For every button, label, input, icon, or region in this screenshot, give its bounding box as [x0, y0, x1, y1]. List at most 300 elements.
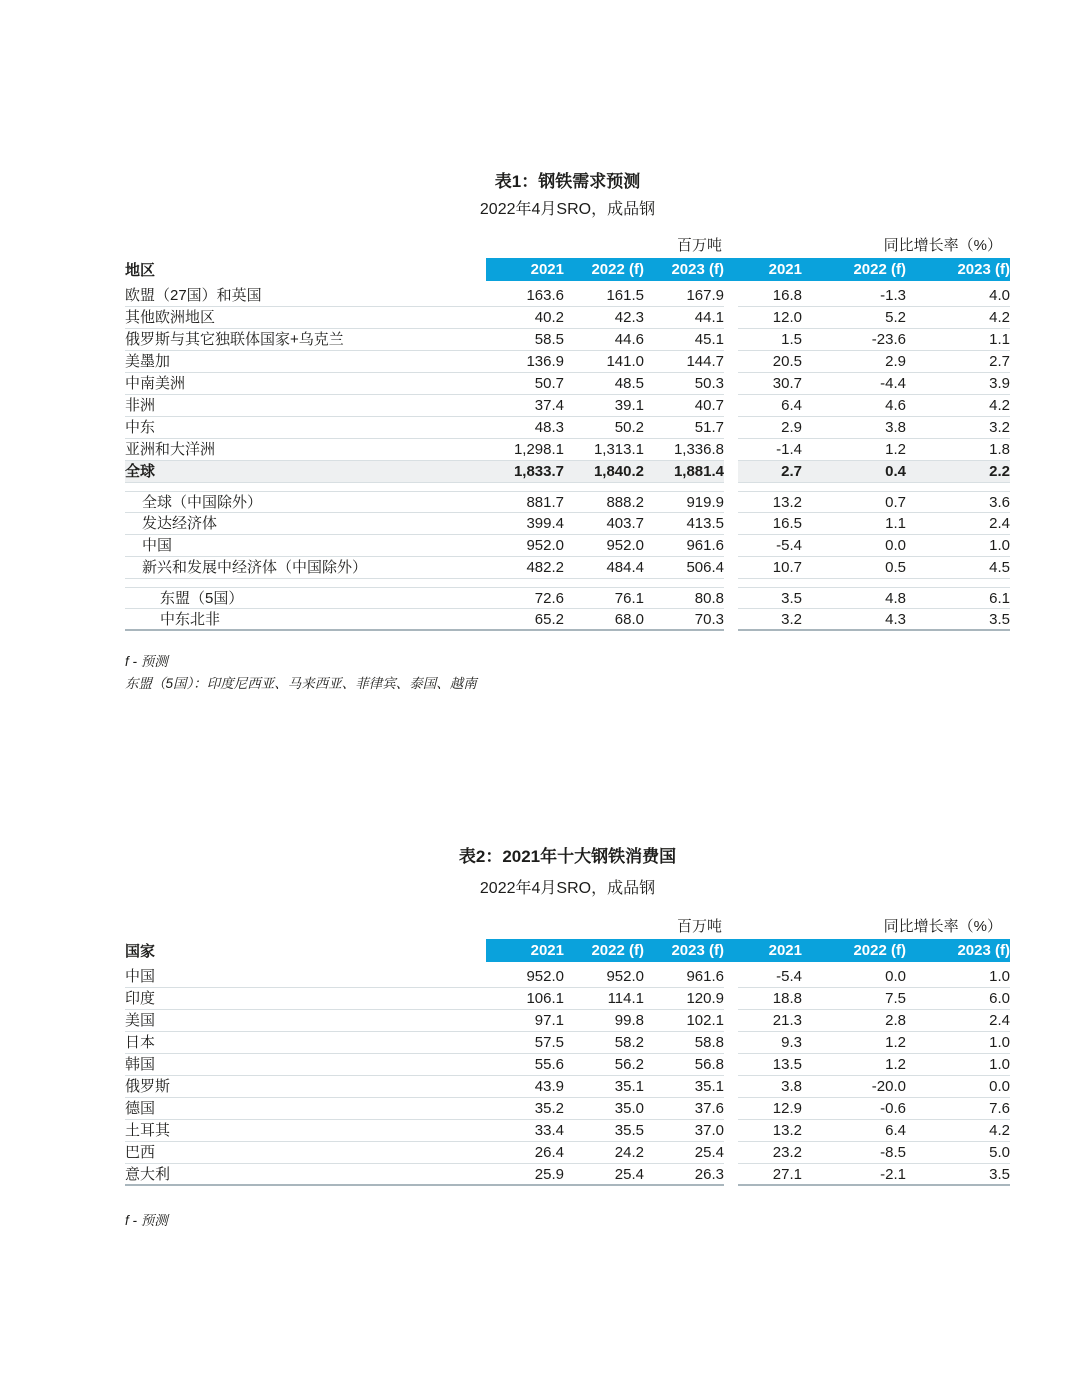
- row-label: 印度: [125, 990, 156, 1007]
- value-cell: 413.5: [686, 515, 724, 532]
- value-cell: 106.1: [526, 990, 564, 1007]
- value-cell: 35.1: [694, 1078, 724, 1095]
- row-group-gap: [724, 535, 738, 557]
- row-left-segment: [125, 351, 724, 373]
- value-cell: 50.2: [614, 419, 644, 436]
- table-row: [125, 1032, 1010, 1054]
- value-cell: 141.0: [606, 353, 644, 370]
- value-cell: 13.2: [772, 1122, 802, 1139]
- value-cell: 56.2: [614, 1056, 644, 1073]
- footnote: f - 预测: [125, 654, 168, 669]
- value-cell: 48.5: [614, 375, 644, 392]
- column-header: 2021: [768, 942, 802, 959]
- value-cell: 45.1: [694, 331, 724, 348]
- value-cell: 4.8: [885, 590, 906, 607]
- row-left-segment: [125, 1032, 724, 1054]
- value-cell: 102.1: [686, 1012, 724, 1029]
- value-cell: 55.6: [534, 1056, 564, 1073]
- row-group-gap: [724, 1098, 738, 1120]
- value-cell: 4.3: [885, 611, 906, 628]
- value-cell: 35.1: [614, 1078, 644, 1095]
- value-cell: -2.1: [880, 1166, 906, 1183]
- unit-group-label: 百万吨: [676, 918, 722, 935]
- row-label: 俄罗斯与其它独联体国家+乌克兰: [125, 331, 344, 348]
- value-cell: 2.9: [781, 419, 802, 436]
- value-cell: 1.0: [989, 537, 1010, 554]
- table-header-row: [125, 939, 1010, 962]
- value-cell: 0.5: [885, 559, 906, 576]
- row-left-segment: [125, 1010, 724, 1032]
- row-group-gap: [724, 609, 738, 631]
- row-group-gap: [724, 966, 738, 988]
- row-right-segment: [738, 461, 1010, 483]
- value-cell: -1.4: [776, 441, 802, 458]
- value-cell: 2.2: [989, 463, 1010, 480]
- value-cell: 5.2: [885, 309, 906, 326]
- table-row: [125, 491, 1010, 513]
- value-cell: 482.2: [526, 559, 564, 576]
- year-header-band: [486, 258, 1010, 281]
- row-group-gap: [724, 1164, 738, 1186]
- row-group-gap: [724, 988, 738, 1010]
- growth-group-label: 同比增长率（%）: [883, 918, 1002, 935]
- table-row: [125, 461, 1010, 483]
- value-cell: 2.4: [989, 1012, 1010, 1029]
- value-cell: 4.0: [989, 287, 1010, 304]
- table2-subtitle: 2022年4月SRO，成品钢: [479, 880, 656, 897]
- value-cell: 961.6: [686, 968, 724, 985]
- value-cell: 961.6: [686, 537, 724, 554]
- value-cell: 99.8: [614, 1012, 644, 1029]
- value-cell: 80.8: [694, 590, 724, 607]
- row-label: 德国: [125, 1100, 156, 1117]
- value-cell: 10.7: [772, 559, 802, 576]
- table1-subtitle: 2022年4月SRO，成品钢: [479, 201, 656, 218]
- row-label: 中东: [125, 419, 156, 436]
- value-cell: 4.6: [885, 397, 906, 414]
- row-left-segment: [125, 395, 724, 417]
- row-label: 土耳其: [125, 1122, 171, 1139]
- value-cell: 2.7: [781, 463, 802, 480]
- row-group-gap: [724, 513, 738, 535]
- row-label: 美国: [125, 1012, 156, 1029]
- value-cell: 114.1: [607, 990, 644, 1007]
- row-right-segment: [738, 609, 1010, 631]
- row-group-gap: [724, 1010, 738, 1032]
- row-group-gap: [724, 1120, 738, 1142]
- row-group-gap: [724, 1076, 738, 1098]
- row-left-segment: [125, 587, 724, 609]
- row-right-segment: [738, 1054, 1010, 1076]
- row-right-segment: [738, 988, 1010, 1010]
- value-cell: 4.2: [989, 1122, 1010, 1139]
- value-cell: 58.8: [694, 1034, 724, 1051]
- row-label: 中国: [125, 968, 156, 985]
- value-cell: 4.2: [989, 397, 1010, 414]
- header-group-gap: [724, 939, 738, 962]
- column-header: 2021: [768, 261, 802, 278]
- value-cell: 27.1: [772, 1166, 802, 1183]
- value-cell: 23.2: [772, 1144, 802, 1161]
- table-row: [125, 587, 1010, 609]
- value-cell: 6.4: [885, 1122, 906, 1139]
- row-left-segment: [125, 373, 724, 395]
- value-cell: 42.3: [614, 309, 644, 326]
- value-cell: 888.2: [606, 494, 644, 511]
- row-label: 俄罗斯: [125, 1078, 171, 1095]
- row-label: 意大利: [125, 1166, 171, 1183]
- row-right-segment: [738, 417, 1010, 439]
- row-right-segment: [738, 513, 1010, 535]
- value-cell: 50.7: [534, 375, 564, 392]
- row-right-segment: [738, 351, 1010, 373]
- row-group-gap: [724, 395, 738, 417]
- row-left-segment: [125, 461, 724, 483]
- value-cell: 65.2: [534, 611, 564, 628]
- row-left-segment: [125, 307, 724, 329]
- value-cell: 506.4: [686, 559, 724, 576]
- row-left-segment: [125, 1098, 724, 1120]
- value-cell: 0.0: [885, 537, 906, 554]
- table1-title: 表1：钢铁需求预测: [494, 172, 641, 191]
- row-right-segment: [738, 373, 1010, 395]
- row-group-gap: [724, 351, 738, 373]
- row-label: 全球（中国除外）: [142, 494, 263, 511]
- row-right-segment: [738, 557, 1010, 579]
- table-row: [125, 557, 1010, 579]
- value-cell: -5.4: [776, 537, 802, 554]
- row-group-gap: [724, 1032, 738, 1054]
- value-cell: 3.8: [885, 419, 906, 436]
- row-right-segment: [738, 1098, 1010, 1120]
- row-group-gap: [724, 439, 738, 461]
- value-cell: 120.9: [686, 990, 724, 1007]
- row-group-gap: [724, 285, 738, 307]
- value-cell: 144.7: [686, 353, 724, 370]
- block-gap: [125, 579, 1010, 587]
- value-cell: 3.2: [989, 419, 1010, 436]
- row-label: 发达经济体: [142, 515, 218, 532]
- value-cell: 881.7: [526, 494, 564, 511]
- value-cell: 58.2: [614, 1034, 644, 1051]
- column-group-labels: [125, 917, 1010, 937]
- value-cell: 12.0: [772, 309, 802, 326]
- value-cell: 72.6: [534, 590, 564, 607]
- row-left-segment: [125, 513, 724, 535]
- value-cell: 952.0: [526, 537, 564, 554]
- column-header: 2023 (f): [671, 942, 724, 959]
- row-label: 巴西: [125, 1144, 156, 1161]
- group-gap: [724, 236, 738, 256]
- table-row: [125, 329, 1010, 351]
- row-left-segment: [125, 535, 724, 557]
- value-cell: 13.5: [772, 1056, 802, 1073]
- value-cell: 0.7: [885, 494, 906, 511]
- value-cell: 403.7: [606, 515, 644, 532]
- table-body: [125, 966, 1010, 1186]
- value-cell: 33.4: [534, 1122, 564, 1139]
- value-cell: 919.9: [686, 494, 724, 511]
- column-header: 2022 (f): [591, 261, 644, 278]
- value-cell: 58.5: [534, 331, 564, 348]
- row-left-segment: [125, 1164, 724, 1186]
- value-cell: 3.9: [989, 375, 1010, 392]
- value-cell: 40.2: [534, 309, 564, 326]
- value-cell: 37.6: [694, 1100, 724, 1117]
- value-cell: 1,881.4: [673, 463, 724, 480]
- value-cell: 1.1: [989, 331, 1010, 348]
- value-cell: 0.4: [885, 463, 906, 480]
- row-right-segment: [738, 439, 1010, 461]
- value-cell: 952.0: [606, 968, 644, 985]
- value-cell: 26.4: [534, 1144, 564, 1161]
- table-row: [125, 307, 1010, 329]
- value-cell: 167.9: [686, 287, 724, 304]
- value-cell: 1.2: [885, 1056, 906, 1073]
- value-cell: 44.6: [614, 331, 644, 348]
- row-right-segment: [738, 285, 1010, 307]
- row-right-segment: [738, 1120, 1010, 1142]
- row-left-segment: [125, 329, 724, 351]
- row-left-segment: [125, 1120, 724, 1142]
- value-cell: -23.6: [871, 331, 906, 348]
- group-gap: [724, 917, 738, 937]
- value-cell: 136.9: [526, 353, 564, 370]
- group-label-spacer: [125, 236, 486, 256]
- row-group-gap: [724, 461, 738, 483]
- column-header: 2021: [530, 942, 564, 959]
- row-group-gap: [724, 587, 738, 609]
- row-left-segment: [125, 285, 724, 307]
- row-right-segment: [738, 1164, 1010, 1186]
- row-right-segment: [738, 1010, 1010, 1032]
- value-cell: 1.1: [885, 515, 906, 532]
- row-dimension-header: 国家: [125, 943, 156, 960]
- value-cell: 5.0: [989, 1144, 1010, 1161]
- value-cell: 0.0: [885, 968, 906, 985]
- value-cell: 25.9: [534, 1166, 564, 1183]
- value-cell: 163.6: [526, 287, 564, 304]
- value-cell: 48.3: [534, 419, 564, 436]
- column-header: 2022 (f): [591, 942, 644, 959]
- value-cell: 25.4: [614, 1166, 644, 1183]
- group-label-spacer: [125, 917, 486, 937]
- row-group-gap: [724, 1142, 738, 1164]
- value-cell: 35.5: [614, 1122, 644, 1139]
- value-cell: 43.9: [534, 1078, 564, 1095]
- row-left-segment: [125, 1054, 724, 1076]
- value-cell: 1.0: [989, 968, 1010, 985]
- row-left-segment: [125, 491, 724, 513]
- table-body: [125, 285, 1010, 631]
- row-group-gap: [724, 329, 738, 351]
- row-right-segment: [738, 329, 1010, 351]
- column-header: 2021: [530, 261, 564, 278]
- column-header: 2022 (f): [853, 942, 906, 959]
- value-cell: 3.5: [989, 1166, 1010, 1183]
- value-cell: 3.2: [781, 611, 802, 628]
- value-cell: 952.0: [606, 537, 644, 554]
- value-cell: 1.2: [885, 441, 906, 458]
- table-row: [125, 439, 1010, 461]
- table-row: [125, 285, 1010, 307]
- row-label: 其他欧洲地区: [125, 309, 216, 326]
- row-group-gap: [724, 307, 738, 329]
- value-cell: 13.2: [772, 494, 802, 511]
- value-cell: 44.1: [694, 309, 724, 326]
- value-cell: 30.7: [772, 375, 802, 392]
- unit-group-label: 百万吨: [676, 237, 722, 254]
- row-group-gap: [724, 557, 738, 579]
- column-header: 2023 (f): [957, 261, 1010, 278]
- value-cell: 2.4: [989, 515, 1010, 532]
- value-cell: -4.4: [880, 375, 906, 392]
- value-cell: 25.4: [694, 1144, 724, 1161]
- table-row: [125, 1098, 1010, 1120]
- value-cell: 1.2: [885, 1034, 906, 1051]
- table-row: [125, 988, 1010, 1010]
- value-cell: -8.5: [880, 1144, 906, 1161]
- value-cell: 3.6: [989, 494, 1010, 511]
- table-header-row: [125, 258, 1010, 281]
- row-right-segment: [738, 587, 1010, 609]
- row-left-segment: [125, 988, 724, 1010]
- row-group-gap: [724, 491, 738, 513]
- value-cell: 6.1: [989, 590, 1010, 607]
- column-header: 2023 (f): [957, 942, 1010, 959]
- value-cell: 1.8: [989, 441, 1010, 458]
- value-cell: 4.2: [989, 309, 1010, 326]
- value-cell: 7.5: [885, 990, 906, 1007]
- value-cell: 161.5: [606, 287, 644, 304]
- table-row: [125, 351, 1010, 373]
- value-cell: 16.5: [772, 515, 802, 532]
- value-cell: 2.9: [885, 353, 906, 370]
- row-label: 非洲: [125, 397, 156, 414]
- value-cell: 35.2: [534, 1100, 564, 1117]
- row-right-segment: [738, 1142, 1010, 1164]
- value-cell: 1,298.1: [513, 441, 564, 458]
- page-content: [125, 0, 1010, 1232]
- row-label: 中南美洲: [125, 375, 186, 392]
- table-row: [125, 609, 1010, 631]
- value-cell: 70.3: [694, 611, 724, 628]
- table-footnotes: [125, 651, 1010, 695]
- row-right-segment: [738, 395, 1010, 417]
- value-cell: 484.4: [606, 559, 644, 576]
- value-cell: 3.5: [989, 611, 1010, 628]
- value-cell: 35.0: [614, 1100, 644, 1117]
- value-cell: 76.1: [614, 590, 644, 607]
- table-row: [125, 1076, 1010, 1098]
- value-cell: 1.5: [781, 331, 802, 348]
- row-label: 中国: [142, 537, 173, 554]
- row-right-segment: [738, 1076, 1010, 1098]
- value-cell: 6.4: [781, 397, 802, 414]
- table-row: [125, 535, 1010, 557]
- value-cell: 399.4: [526, 515, 564, 532]
- table2-title: 表2：2021年十大钢铁消费国: [458, 847, 677, 866]
- value-cell: 1,336.8: [673, 441, 724, 458]
- row-left-segment: [125, 1076, 724, 1098]
- value-cell: 6.0: [989, 990, 1010, 1007]
- value-cell: 1,840.2: [593, 463, 644, 480]
- row-label: 美墨加: [125, 353, 171, 370]
- table-row: [125, 1142, 1010, 1164]
- value-cell: -5.4: [776, 968, 802, 985]
- row-label: 全球: [125, 463, 156, 480]
- value-cell: 2.7: [989, 353, 1010, 370]
- value-cell: 50.3: [694, 375, 724, 392]
- value-cell: 37.4: [534, 397, 564, 414]
- value-cell: 97.1: [534, 1012, 564, 1029]
- value-cell: 51.7: [694, 419, 724, 436]
- value-cell: 1.0: [989, 1056, 1010, 1073]
- value-cell: 21.3: [772, 1012, 802, 1029]
- footnote: 东盟（5国）：印度尼西亚、马来西亚、菲律宾、泰国、越南: [125, 676, 477, 691]
- value-cell: 16.8: [772, 287, 802, 304]
- row-label: 日本: [125, 1034, 156, 1051]
- row-label: 亚洲和大洋洲: [125, 441, 216, 458]
- row-right-segment: [738, 966, 1010, 988]
- value-cell: 1,313.1: [593, 441, 644, 458]
- growth-group-label: 同比增长率（%）: [883, 237, 1002, 254]
- row-left-segment: [125, 1142, 724, 1164]
- table-row: [125, 513, 1010, 535]
- row-right-segment: [738, 307, 1010, 329]
- table-row: [125, 966, 1010, 988]
- value-cell: 4.5: [989, 559, 1010, 576]
- table-row: [125, 1010, 1010, 1032]
- value-cell: 40.7: [694, 397, 724, 414]
- row-label: 欧盟（27国）和英国: [125, 287, 262, 304]
- value-cell: 26.3: [694, 1166, 724, 1183]
- value-cell: 20.5: [772, 353, 802, 370]
- value-cell: 9.3: [781, 1034, 802, 1051]
- year-header-band: [486, 939, 1010, 962]
- value-cell: 56.8: [694, 1056, 724, 1073]
- block-gap: [125, 483, 1010, 491]
- table-row: [125, 1054, 1010, 1076]
- row-left-segment: [125, 417, 724, 439]
- row-right-segment: [738, 1032, 1010, 1054]
- column-group-labels: [125, 236, 1010, 256]
- value-cell: -20.0: [871, 1078, 906, 1095]
- header-group-gap: [724, 258, 738, 281]
- value-cell: 7.6: [989, 1100, 1010, 1117]
- value-cell: 1,833.7: [513, 463, 564, 480]
- value-cell: -1.3: [880, 287, 906, 304]
- row-label: 新兴和发展中经济体（中国除外）: [142, 559, 368, 576]
- table-row: [125, 417, 1010, 439]
- row-dimension-header: 地区: [125, 262, 156, 279]
- value-cell: 57.5: [534, 1034, 564, 1051]
- row-right-segment: [738, 491, 1010, 513]
- table1-section: [125, 0, 1010, 695]
- value-cell: 2.8: [885, 1012, 906, 1029]
- value-cell: 952.0: [526, 968, 564, 985]
- table-footnotes: [125, 1210, 1010, 1232]
- value-cell: 0.0: [989, 1078, 1010, 1095]
- value-cell: 1.0: [989, 1034, 1010, 1051]
- value-cell: 68.0: [614, 611, 644, 628]
- value-cell: 24.2: [614, 1144, 644, 1161]
- value-cell: 3.8: [781, 1078, 802, 1095]
- table-row: [125, 373, 1010, 395]
- row-group-gap: [724, 417, 738, 439]
- value-cell: 3.5: [781, 590, 802, 607]
- footnote: f - 预测: [125, 1213, 168, 1228]
